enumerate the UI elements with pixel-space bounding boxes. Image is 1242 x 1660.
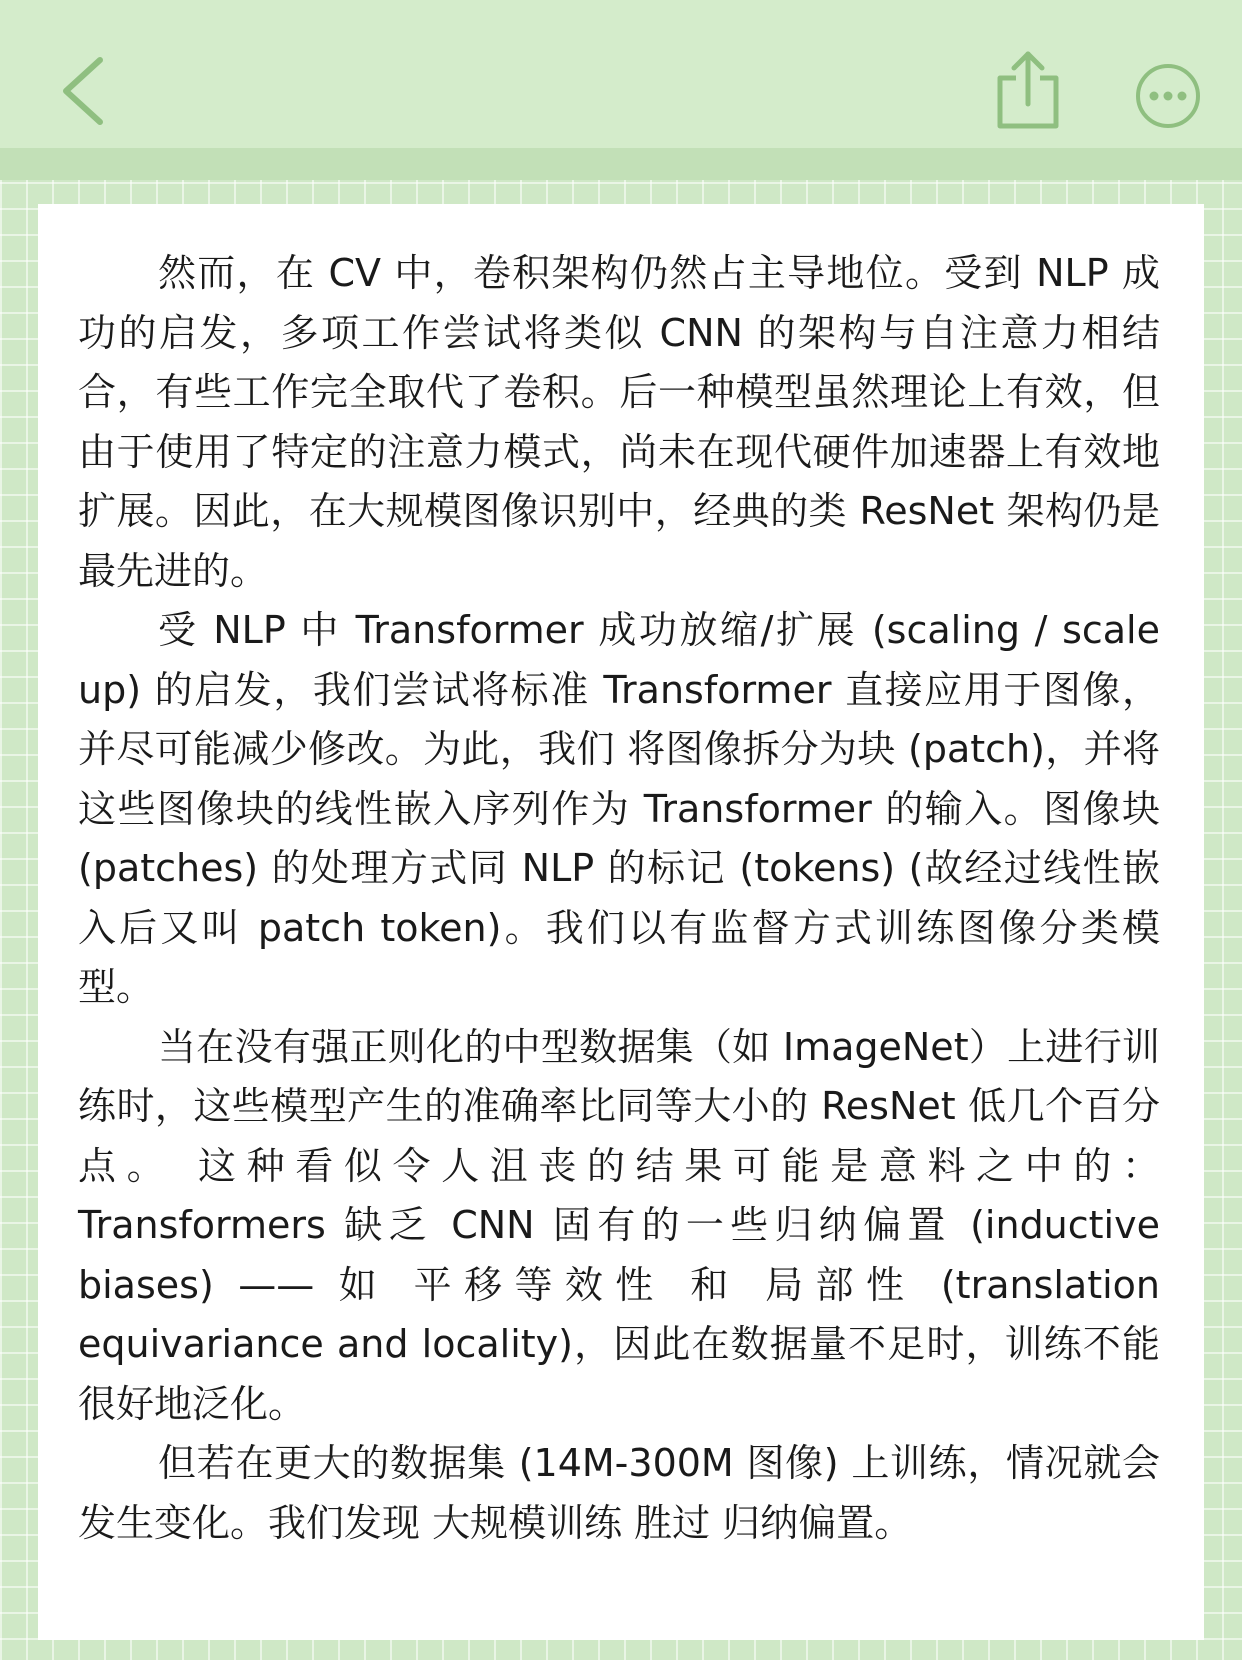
- paragraph-4: 但若在更大的数据集 (14M-300M 图像) 上训练，情况就会发生变化。我们发现 大规模训练 胜过 归纳偏置。: [78, 1441, 1160, 1545]
- paragraph-3: 当在没有强正则化的中型数据集（如 ImageNet）上进行训练时，这些模型产生的准确率比同等大小的 ResNet 低几个百分点。 这种看似令人沮丧的结果可能是意料之中的：Transformers 缺乏 CNN 固有的一些归纳偏置 (inductive biases) —— 如 平移等效性 和 局部性 (translation equivariance and locality)，因此在数据量不足时，训练不能很好地泛化。: [78, 1024, 1160, 1426]
- paragraph-2: 受 NLP 中 Transformer 成功放缩/扩展 (scaling / scale up) 的启发，我们尝试将标准 Transformer 直接应用于图像，并尽可能减少修改。为此，我们 将图像拆分为块 (patch)，并将这些图像块的线性嵌入序列作为 Transformer 的输入。图像块 (patches) 的处理方式同 NLP 的标记 (tokens) (故经过线性嵌入后又叫 patch token)。我们以有监督方式训练图像分类模型。: [78, 608, 1160, 1009]
- top-navigation-bar: [0, 0, 1242, 148]
- header-divider-band: [0, 148, 1242, 180]
- article-body: [78, 244, 1160, 1553]
- more-dots-icon[interactable]: [1134, 62, 1202, 130]
- paragraph-1: 然而，在 CV 中，卷积架构仍然占主导地位。受到 NLP 成功的启发，多项工作尝试将类似 CNN 的架构与自注意力相结合，有些工作完全取代了卷积。后一种模型虽然理论上有效，但由于使用了特定的注意力模式，尚未在现代硬件加速器上有效地扩展。因此，在大规模图像识别中，经典的类 ResNet 架构仍是最先进的。: [78, 251, 1160, 593]
- chevron-left-icon[interactable]: [56, 54, 110, 128]
- share-icon[interactable]: [996, 48, 1060, 130]
- article-card: [38, 204, 1204, 1640]
